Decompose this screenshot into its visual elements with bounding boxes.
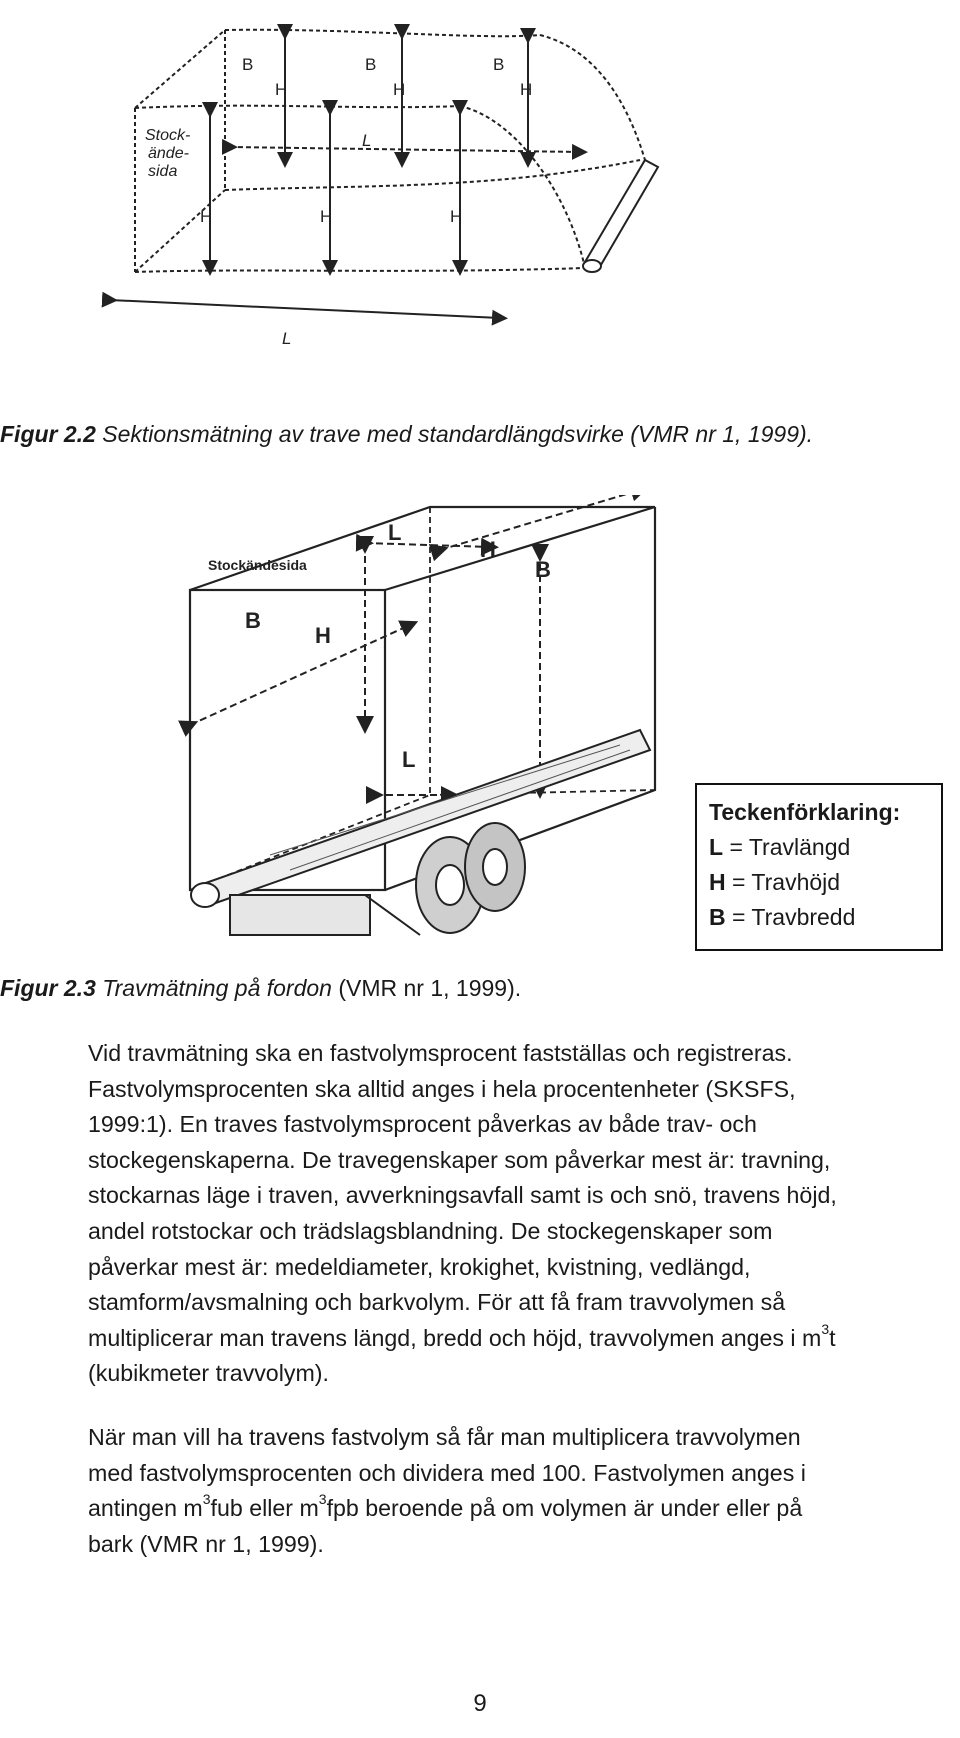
label-B-1: B (242, 55, 254, 74)
label-H-2: H (393, 80, 406, 99)
side-label-line1: Stock- (145, 127, 191, 144)
paragraph-line: Vid travmätning ska en fastvolymsprocent fastställas och registreras. (88, 1040, 793, 1066)
label-H-5: H (320, 207, 333, 226)
body-paragraph-1 (88, 1036, 960, 1392)
side-label-line2: ände- (148, 145, 189, 162)
label-H-3: H (520, 80, 533, 99)
legend-box (695, 783, 943, 951)
body-paragraph-2 (88, 1420, 960, 1562)
legend-item-H: H = Travhöjd (709, 869, 841, 895)
legend-title: Teckenförklaring: (709, 799, 901, 825)
label-L-top: L (388, 520, 402, 545)
label-stockandesida: Stockändesida (208, 557, 307, 573)
figure-caption-2-2: Figur 2.2 Sektionsmätning av trave med standardlängdsvirke (VMR nr 1, 1999). (0, 421, 814, 447)
paragraph-line: (kubikmeter travvolym). (88, 1360, 329, 1387)
legend-item-B: B = Travbredd (709, 904, 856, 930)
figure-caption-2-3: Figur 2.3 Travmätning på fordon (VMR nr 1, 1999). (0, 975, 522, 1001)
label-L-bottom: L (402, 747, 416, 772)
paragraph-line: stockegenskaperna. De travegenskaper som påverkar mest är: travning, (88, 1146, 831, 1173)
paragraph-line: När man vill ha travens fastvolym så får man multiplicera travvolymen (88, 1424, 801, 1450)
label-B-left: B (245, 608, 261, 633)
label-L-outer: L (282, 329, 292, 348)
label-H-left: H (315, 623, 331, 648)
figure-trailer-diagram (150, 495, 710, 940)
figure-stack-diagram (100, 0, 740, 360)
label-B-right: B (535, 557, 551, 582)
paragraph-line: med fastvolymsprocenten och dividera med 100. Fastvolymen anges i (88, 1459, 806, 1486)
paragraph-line: stockarnas läge i traven, avverkningsavfall samt is och snö, travens höjd, (88, 1182, 837, 1209)
paragraph-line: multiplicerar man travens längd, bredd och höjd, travvolymen anges i $m^3t$ (88, 1320, 836, 1351)
paragraph-line: antingen $m^3fub$ eller $m^3fpb$ beroende på om volymen är under eller på (88, 1491, 803, 1522)
label-B-2: B (365, 55, 377, 74)
paragraph-line: bark (VMR nr 1, 1999). (88, 1530, 324, 1557)
paragraph-line: andel rotstockar och trädslagsblandning. De stockegenskaper som (88, 1217, 773, 1244)
paragraph-line: Fastvolymsprocenten ska alltid anges i hela procentenheter (SKSFS, (88, 1075, 796, 1102)
page-number: 9 (473, 1690, 487, 1717)
label-H-right: H (480, 537, 496, 562)
paragraph-line: 1999:1). En traves fastvolymsprocent påverkas av både trav- och (88, 1111, 757, 1138)
paragraph-line: påverkar mest är: medeldiameter, krokighet, kvistning, vedlängd, (88, 1253, 751, 1280)
side-label-line3: sida (148, 163, 178, 180)
label-H-4: H (200, 207, 213, 226)
paragraph-line: stamform/avsmalning och barkvolym. För att få fram travvolymen så (88, 1289, 786, 1316)
label-B-3: B (493, 55, 505, 74)
legend-item-L: L = Travlängd (709, 834, 851, 860)
label-L-inner: L (362, 131, 372, 150)
label-H-6: H (450, 207, 463, 226)
label-H-1: H (275, 80, 288, 99)
